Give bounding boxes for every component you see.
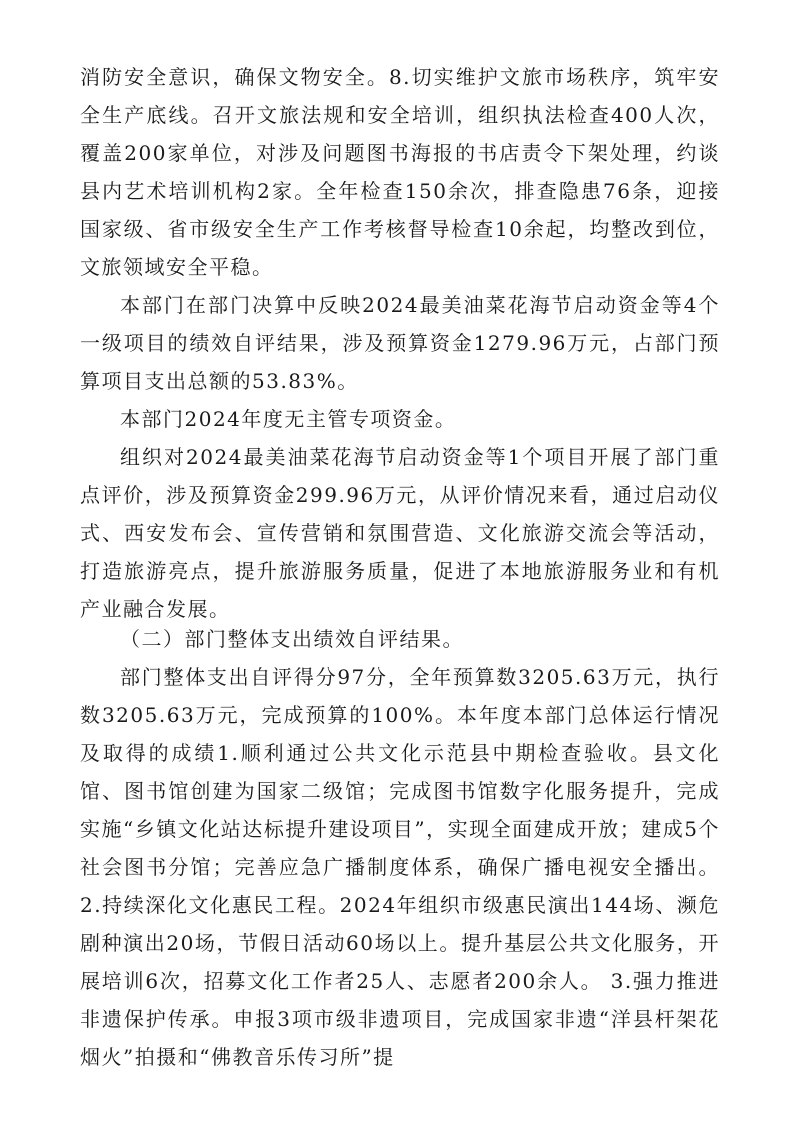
section-heading-overall-expenditure: （二）部门整体支出绩效自评结果。 bbox=[120, 627, 464, 651]
paragraph-overall-expenditure-results: 部门整体支出自评得分97分，全年预算数3205.63万元，执行数3205.63万元，完成预算的100%。本年度本部门总体运行情况及取得的成绩1.顺利通过公共文化示范县中期检查验收。县文化馆、图书馆创建为国家二级馆；完成图书馆数字化服务提升，完成实施“乡镇文化站达标提升建设项目”，实现全面建成开放；建成5个社会图书分馆；完善应急广播制度体系，确保广播电视安全播出。 2.持续深化文化惠民工程。2024年组织市级惠民演出144场、濒危剧种演出20场，节假日活动60场以上。提升基层公共文化服务，开展培训6次，招募文化工作者25人、志愿者200余人。 3.强力推进非遗保护传承。申报3项市级非遗项目，完成国家非遗“洋县杆架花烟火”拍摄和“佛教音乐传习所”提 bbox=[80, 665, 720, 1069]
paragraph-special-funds: 本部门2024年度无主管专项资金。 bbox=[120, 407, 457, 431]
paragraph-project-self-evaluation: 本部门在部门决算中反映2024最美油菜花海节启动资金等4个一级项目的绩效自评结果，涉及预算资金1279.96万元，占部门预算项目支出总额的53.83%。 bbox=[80, 293, 720, 393]
paragraph-key-evaluation: 组织对2024最美油菜花海节启动资金等1个项目开展了部门重点评价，涉及预算资金299.96万元，从评价情况来看，通过启动仪式、西安发布会、宣传营销和氛围营造、文化旅游交流会等活动，打造旅游亮点，提升旅游服务质量，促进了本地旅游服务业和有机产业融合发展。 bbox=[80, 445, 720, 621]
paragraph-safety-continued: 消防安全意识，确保文物安全。8.切实维护文旅市场秩序，筑牢安全生产底线。召开文旅法规和安全培训，组织执法检查400人次，覆盖200家单位，对涉及问题图书海报的书店责令下架处理，约谈县内艺术培训机构2家。全年检查150余次，排查隐患76条，迎接国家级、省市级安全生产工作考核督导检查10余起，均整改到位，文旅领域安全平稳。 bbox=[80, 65, 720, 279]
